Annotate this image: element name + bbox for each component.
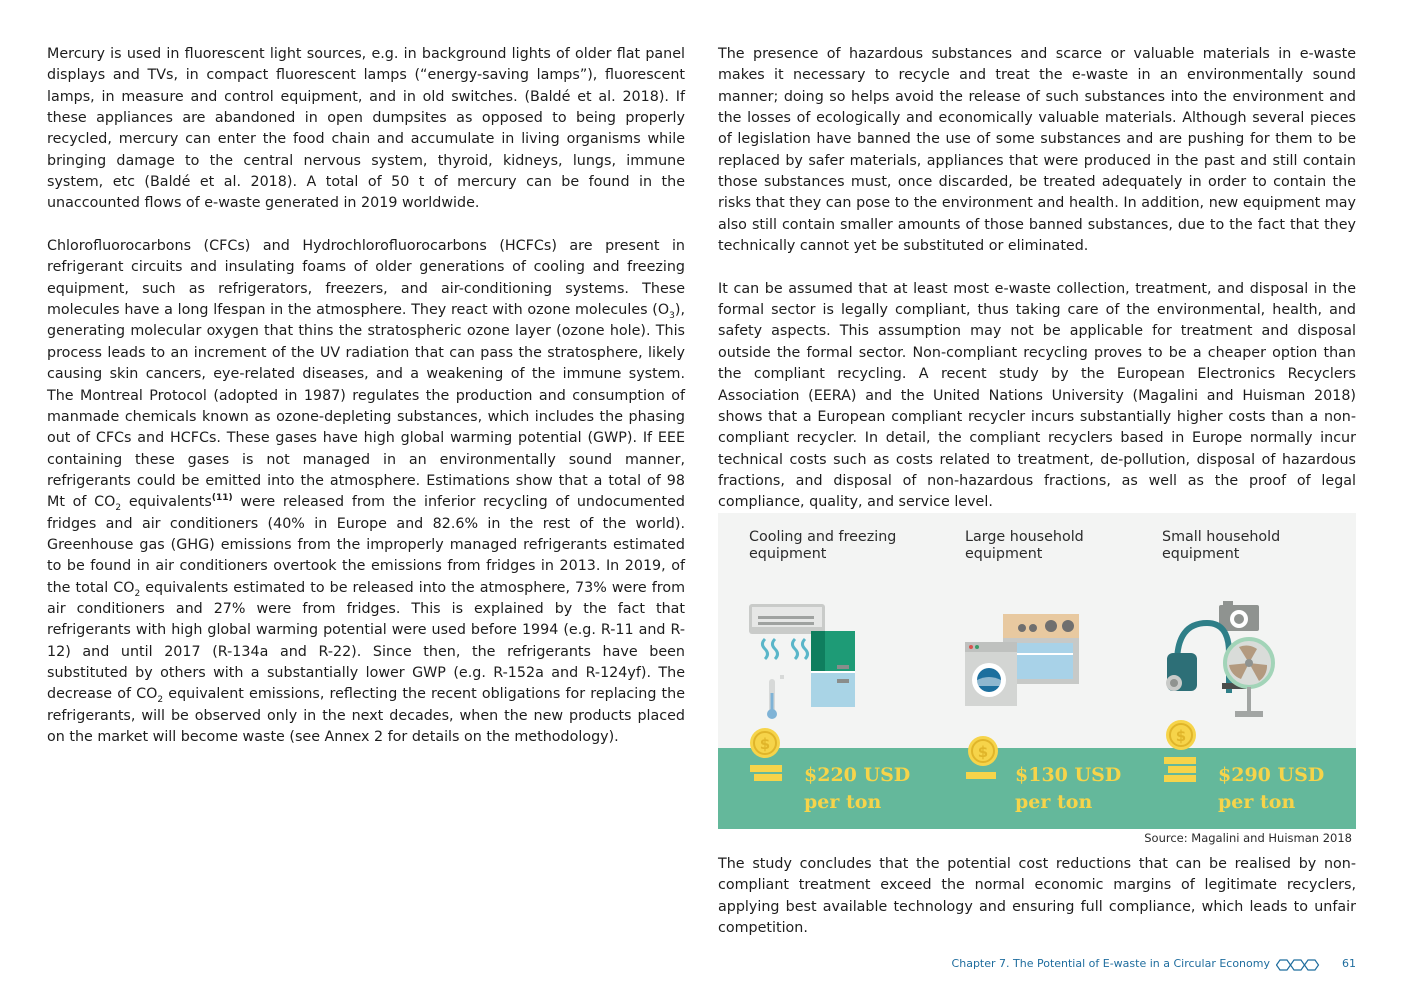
mercury-paragraph: Mercury is used in fluorescent light sources, e.g. in background lights of older flat panel displays and TVs, in compact fluorescent lamps (“energy-saving lamps”), fluorescent lamps, in measure and control equipment, and in old switches. (Baldé et al. 2018). If these appliances are abandoned in open dumpsites as opposed to being properly recycled, mercury can enter the food chain and accumulate in living organisms while bringing damage to the central nervous system, thyroid, kidneys, lungs, immune system, etc (Baldé et al. 2018). A total of 50 t of mercury can be found in the unaccounted flows of e-waste generated in 2019 worldwide.	[47, 46, 685, 212]
coin-stack-icon	[966, 736, 998, 779]
cost-unit: per ton	[1015, 791, 1093, 813]
cost-small-household	[1218, 762, 1324, 816]
cost-amount: $290 USD	[1218, 764, 1325, 786]
washing-machine-icon	[965, 642, 1017, 706]
o3-subscript: 3	[669, 310, 675, 321]
conclusion-paragraph: The study concludes that the potential cost reductions that can be realised by non-compliant treatment exceed the normal economic margins of legitimate recyclers, applying best available technology and ensuring full compliance, which leads to unfair competition.	[718, 856, 1356, 937]
figure-source: Source: Magalini and Huisman 2018	[1144, 831, 1352, 845]
cost-amount: $220 USD	[804, 764, 911, 786]
co2-subscript: 2	[134, 588, 141, 599]
cfc-paragraph	[47, 236, 685, 748]
co2-subscript: 2	[157, 695, 164, 706]
right-column	[718, 44, 1356, 535]
cost-amount: $130 USD	[1015, 764, 1122, 786]
cfc-text-3: equivalents	[121, 494, 212, 511]
coin-stack-icon	[750, 728, 782, 781]
svg-text:$: $	[759, 735, 771, 753]
recycling-cost-infographic	[718, 513, 1356, 829]
svg-text:$: $	[977, 743, 989, 761]
cost-unit: per ton	[1218, 791, 1296, 813]
cost-unit: per ton	[804, 791, 882, 813]
page-footer	[900, 957, 1356, 975]
hexagon-icons	[1276, 958, 1320, 972]
fridge-icon	[811, 631, 855, 707]
page-number: 61	[1342, 957, 1356, 970]
camera-icon	[1219, 601, 1259, 631]
compliance-paragraph: It can be assumed that at least most e-waste collection, treatment, and disposal in the formal sector is legally compliant, thus taking care of the environmental, health, and safety aspects. This assumption may not be applicable for treatment and disposal outside the formal sector. Non-compliant recycling proves to be a cheaper option than the compliant recycling. A recent study by the European Electronics Recyclers Association (EERA) and the United Nations University (Magalini and Huisman 2018) shows that a European compliant recycler incurs substantially higher costs than a non-compliant recycler. In detail, the compliant recyclers based in Europe normally incur technical costs such as costs related to treatment, de-pollution, disposal of hazardous fractions, and disposal of non-hazardous fractions, as well as the proof of legal compliance, quality, and service level.	[718, 280, 1356, 511]
cfc-text-1: Chlorofluorocarbons (CFCs) and Hydrochlorofluorocarbons (HCFCs) are present in refrigerant circuits and insulating foams of older generations of cooling and freezing equipment, such as refrigerators, freezers, and air-conditioning systems. These molecules have a long lfespan in the atmosphere. They react with ozone molecules (O	[47, 238, 685, 319]
cfc-text-4: were released from the inferior recycling of undocumented fridges and air conditioners (40% in Europe and 82.6% in the rest of the world). Greenhouse gas (GHG) emissions from the improperly managed refrigerants estimated to be found in air conditioners overtook the emissions from fridges in 2013. In 2019, of the total CO	[47, 494, 686, 596]
fan-icon	[1225, 639, 1273, 717]
footnote-ref[interactable]: (11)	[211, 493, 233, 504]
co2-subscript: 2	[115, 503, 122, 514]
cost-cooling	[804, 762, 910, 816]
coin-stack-icon	[1164, 720, 1196, 782]
cost-large-household	[1015, 762, 1121, 816]
thermometer-icon	[767, 675, 784, 719]
cfc-text-6: equivalent emissions, reflecting the recent obligations for replacing the refrigerants, will be observed only in the next decades, when the new products placed on the market will become waste (see Annex 2 for details on the methodology).	[47, 686, 686, 745]
hazardous-paragraph: The presence of hazardous substances and scarce or valuable materials in e-waste makes it necessary to recycle and treat the e-waste in an environmentally sound manner; doing so helps avoid the release of such substances into the environment and the losses of ecologically and economically valuable materials. Although several pieces of legislation have banned the use of some substances and are pushing for them to be replaced by safer materials, appliances that were produced in the past and still contain those substances must, once discarded, be treated adequately in order to contain the risks that they can pose to the environment and health. In addition, new equipment may also still contain smaller amounts of those banned substances, due to the fact that they technically cannot yet be substituted or eliminated.	[718, 46, 1356, 255]
cfc-text-5: equivalents estimated to be released into the atmosphere, 73% were from air conditioners and 27% were from fridges. This is explained by the fact that refrigerants with high global warming potential were used before 1994 (e.g. R-11 and R-12) and until 2017 (R-134a and R-22). Since then, the refrigerants have been substituted by others with a substantially lower GWP (e.g. R-152a and R-124yf). The decrease of CO	[47, 579, 685, 703]
svg-text:$: $	[1175, 727, 1187, 745]
footer-chapter-title[interactable]: Chapter 7. The Potential of E-waste in a Circular Economy	[951, 957, 1270, 970]
category-label-small-household: Small household equipment	[1162, 529, 1281, 562]
cfc-text-2: ), generating molecular oxygen that thins the stratospheric ozone layer (ozone hole). This process leads to an increment of the UV radiation that can pass the stratosphere, likely causing skin cancers, eye-related diseases, and a weakening of the immune system. The Montreal Protocol (adopted in 1987) regulates the production and consumption of manmade chemicals known as ozone-depleting substances, which includes the phasing out of CFCs and HCFCs. These gases have high global warming potential (GWP). If EEE containing these gases is not managed in an environmentally sound manner, refrigerants could be emitted into the atmosphere. Estimations show that a total of 98 Mt of CO	[47, 302, 685, 511]
category-label-large-household: Large household equipment	[965, 529, 1084, 562]
left-column	[47, 44, 685, 770]
category-label-cooling: Cooling and freezing equipment	[749, 529, 897, 562]
